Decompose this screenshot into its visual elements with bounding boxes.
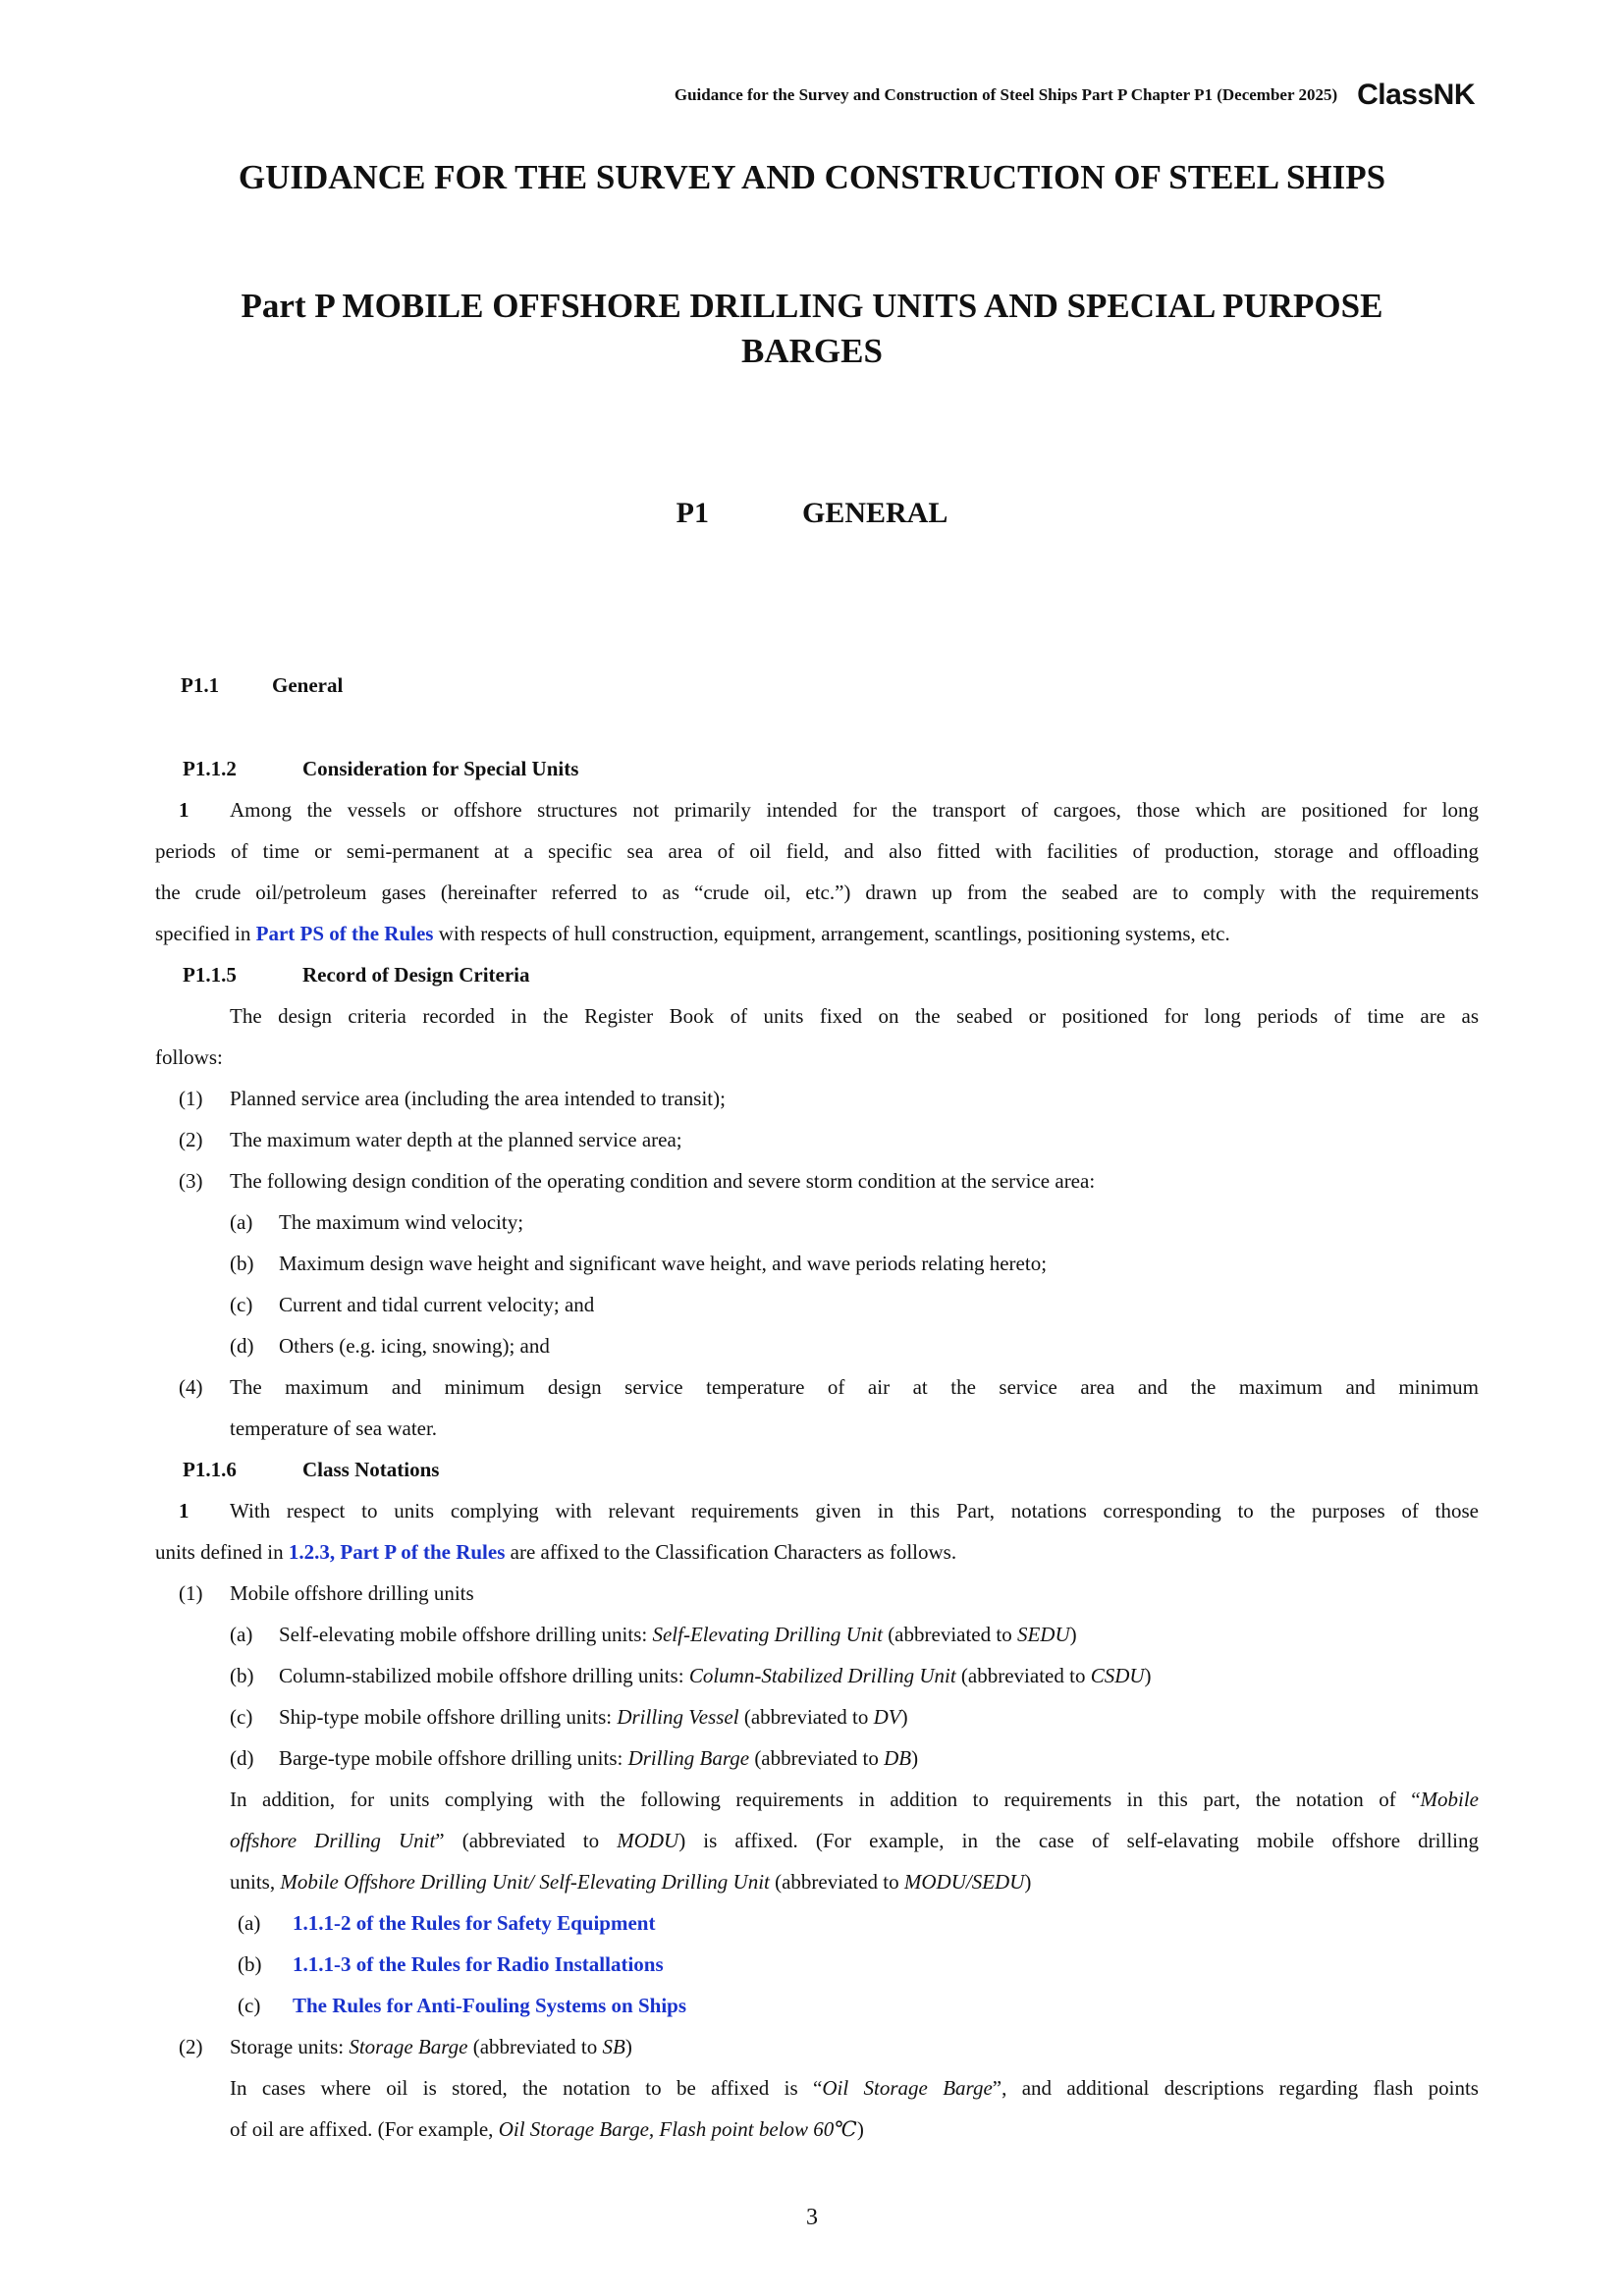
paragraph-line: follows: [155, 1045, 223, 1069]
list-item: Mobile offshore drilling units [230, 1581, 474, 1605]
paragraph-line: offshore Drilling Unit” (abbreviated to MODU) is affixed. (For example, in the case of self-elavating mobile offshore drilling [230, 1829, 1479, 1852]
paragraph-line: In cases where oil is stored, the notation to be affixed is “Oil Storage Barge”, and additional descriptions regarding flash points [230, 2076, 1479, 2100]
list-number: (2) [179, 2035, 203, 2058]
sublist-item: The maximum wind velocity; [279, 1210, 524, 1234]
subsection-number: P1.1.5 [183, 963, 237, 987]
paragraph-line: the crude oil/petroleum gases (hereinafter referred to as “crude oil, etc.”) drawn up from the seabed are to comply with the requirements [155, 881, 1479, 904]
paragraph-line: In addition, for units complying with the following requirements in addition to requirements in this part, the notation of “Mobile [230, 1788, 1479, 1811]
part-title-line2: BARGES [741, 332, 883, 370]
sublist-number: (a) [230, 1623, 253, 1646]
sublist-item: Barge-type mobile offshore drilling units: Drilling Barge (abbreviated to DB) [279, 1746, 919, 1770]
sublist-number: (b) [238, 1952, 262, 1976]
subsection-title: Consideration for Special Units [302, 757, 579, 780]
classnk-logo: ClassNK [1357, 79, 1475, 111]
sublist-number: (b) [230, 1664, 254, 1687]
subsection-number: P1.1.2 [183, 757, 237, 780]
list-item: Storage units: Storage Barge (abbreviated to SB) [230, 2035, 632, 2058]
section-number: P1.1 [181, 673, 220, 697]
rule-reference-link[interactable]: 1.1.1-3 of the Rules for Radio Installations [293, 1952, 664, 1976]
rule-reference-link[interactable]: 1.2.3, Part P of the Rules [288, 1540, 506, 1564]
sublist-number: (a) [230, 1210, 253, 1234]
sublist-item: Others (e.g. icing, snowing); and [279, 1334, 550, 1358]
running-title: Guidance for the Survey and Construction of Steel Ships Part P Chapter P1 (December 2025) [674, 85, 1338, 104]
sublist-item: Self-elevating mobile offshore drilling units: Self-Elevating Drilling Unit (abbreviated to SEDU) [279, 1623, 1077, 1646]
sublist-item: Current and tidal current velocity; and [279, 1293, 595, 1316]
sublist-number: (a) [238, 1911, 261, 1935]
part-title-line1: Part P MOBILE OFFSHORE DRILLING UNITS AND SPECIAL PURPOSE [241, 287, 1383, 325]
paragraph-number: 1 [179, 1499, 189, 1522]
subsection-title: Class Notations [302, 1458, 440, 1481]
paragraph-number: 1 [179, 798, 189, 822]
sublist-number: (c) [230, 1293, 253, 1316]
sublist-number: (c) [230, 1705, 253, 1729]
paragraph-line: specified in Part PS of the Rules with respects of hull construction, equipment, arrangement, scantlings, positioning systems, etc. [155, 922, 1230, 945]
sublist-number: (c) [238, 1994, 261, 2017]
chapter-name: GENERAL [801, 497, 948, 529]
list-item: Planned service area (including the area intended to transit); [230, 1087, 726, 1110]
section-title: General [272, 673, 344, 697]
subsection-title: Record of Design Criteria [302, 963, 530, 987]
rule-reference-link[interactable]: Part PS of the Rules [255, 922, 434, 945]
paragraph-line: The design criteria recorded in the Register Book of units fixed on the seabed or positioned for long periods of time are as [230, 1004, 1479, 1028]
chapter-heading [0, 497, 1624, 530]
paragraph-line: periods of time or semi-permanent at a specific sea area of oil field, and also fitted with facilities of production, storage and offloading [155, 839, 1479, 863]
paragraph-line: units defined in 1.2.3, Part P of the Rules are affixed to the Classification Characters as follows. [155, 1540, 957, 1564]
list-item: The following design condition of the operating condition and severe storm condition at the service area: [230, 1169, 1096, 1193]
document-title: GUIDANCE FOR THE SURVEY AND CONSTRUCTION OF STEEL SHIPS [238, 158, 1386, 196]
rule-reference-link[interactable]: 1.1.1-2 of the Rules for Safety Equipment [293, 1911, 656, 1935]
paragraph-line: With respect to units complying with relevant requirements given in this Part, notations corresponding to the purposes of those [230, 1499, 1479, 1522]
paragraph-line: units, Mobile Offshore Drilling Unit/ Self-Elevating Drilling Unit (abbreviated to MODU/SEDU) [230, 1870, 1032, 1894]
list-number: (1) [179, 1581, 203, 1605]
list-number: (1) [179, 1087, 203, 1110]
list-number: (2) [179, 1128, 203, 1151]
paragraph-line: Among the vessels or offshore structures not primarily intended for the transport of cargoes, those which are positioned for long [230, 798, 1479, 822]
rule-reference-link[interactable]: The Rules for Anti-Fouling Systems on Ships [293, 1994, 687, 2017]
subsection-number: P1.1.6 [183, 1458, 237, 1481]
sublist-item: Column-stabilized mobile offshore drilling units: Column-Stabilized Drilling Unit (abbreviated to CSDU) [279, 1664, 1152, 1687]
running-header [675, 79, 1475, 112]
sublist-number: (d) [230, 1334, 254, 1358]
list-item: The maximum and minimum design service temperature of air at the service area and the maximum and minimum [230, 1375, 1479, 1399]
sublist-number: (d) [230, 1746, 254, 1770]
sublist-item: Maximum design wave height and significant wave height, and wave periods relating hereto; [279, 1252, 1048, 1275]
sublist-item: Ship-type mobile offshore drilling units: Drilling Vessel (abbreviated to DV) [279, 1705, 908, 1729]
list-item-continued: temperature of sea water. [230, 1416, 438, 1440]
list-item: The maximum water depth at the planned service area; [230, 1128, 682, 1151]
sublist-number: (b) [230, 1252, 254, 1275]
page-number: 3 [806, 2205, 818, 2230]
list-number: (4) [179, 1375, 203, 1399]
paragraph-line: of oil are affixed. (For example, Oil Storage Barge, Flash point below 60℃) [230, 2117, 864, 2141]
list-number: (3) [179, 1169, 203, 1193]
chapter-number: P1 [676, 497, 709, 529]
